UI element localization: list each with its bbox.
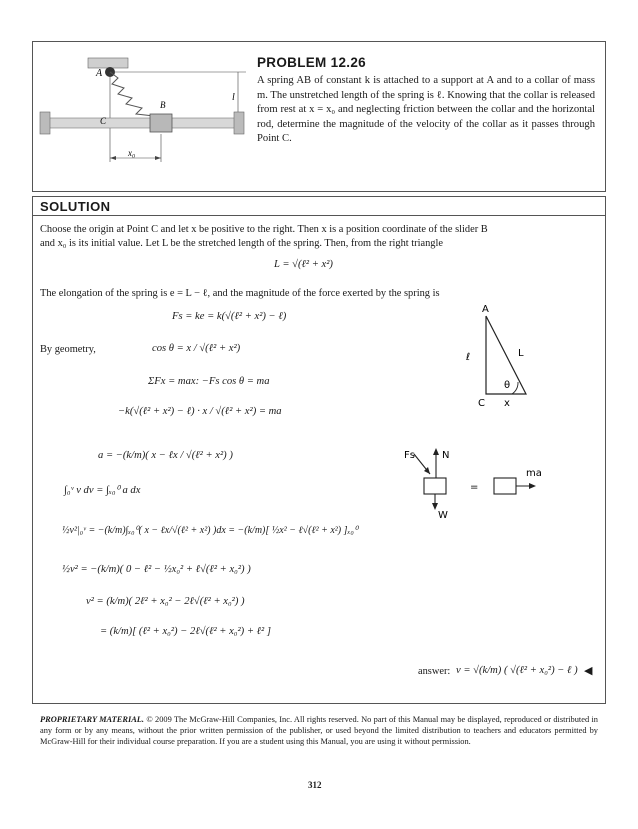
horizontal-rod (48, 118, 238, 128)
right-triangle-sketch (452, 302, 562, 422)
label-c: C (100, 116, 107, 126)
spring-ab (110, 72, 158, 120)
fbd-label-fs: Fs (404, 450, 415, 461)
tri-label-l: ℓ (466, 352, 471, 363)
answer-marker-icon: ◀ (584, 665, 593, 677)
ceiling-support (88, 58, 128, 68)
by-geometry-label: By geometry, (40, 344, 96, 355)
label-x0: x₀ (128, 148, 136, 158)
equation-substituted: −k(√(ℓ² + x²) − ℓ) · x / √(ℓ² + x²) = ma (118, 406, 282, 417)
collar-b (150, 114, 172, 132)
tri-label-x: x (504, 398, 510, 409)
copyright-footer (40, 714, 598, 747)
solution-title: SOLUTION (40, 199, 111, 214)
footer-text: © 2009 The McGraw-Hill Companies, Inc. All rights reserved. No part of this Manual may be displayed, reproduced or distributed in any form or by any means, without the prior written permission of the publisher, or used beyond the limited distribution to teachers and educators permitted by McGraw-Hill for their individual course preparation. If you are a student using this Manual, you are using it without permission. (40, 715, 598, 746)
intro-line-1: Choose the origin at Point C and let x be positive to the right. Then x is a position coordinate of the slider B (40, 224, 488, 235)
footer-lead: PROPRIETARY MATERIAL. (40, 715, 145, 724)
equation-spring-force: Fs = ke = k(√(ℓ² + x²) − ℓ) (172, 311, 287, 322)
problem-title: PROBLEM 12.26 (257, 55, 366, 70)
fbd-label-ma: ma (526, 468, 542, 479)
equation-integral: ∫₀ᵛ v dv = ∫ₓ₀⁰ a dx (64, 485, 141, 496)
equation-integration: ½v²|₀ᵛ = −(k/m)∫ₓ₀⁰( x − ℓx/√(ℓ² + x²) )dx = −(k/m)[ ½x² − ℓ√(ℓ² + x²) ]ₓ₀⁰ (62, 525, 358, 536)
label-a: A (96, 68, 103, 79)
equation-half-v-squared: ½v² = −(k/m)( 0 − ℓ² − ½x₀² + ℓ√(ℓ² + x₀²) ) (62, 564, 251, 575)
intro-line-2: and x₀ is its initial value. Let L be the stretched length of the spring. Then, from the right triangle (40, 238, 443, 249)
equation-L: L = √(ℓ² + x²) (274, 259, 333, 270)
tri-label-L: L (518, 348, 524, 359)
equation-v-squared: v² = (k/m)( 2ℓ² + x₀² − 2ℓ√(ℓ² + x₀²) ) (86, 596, 245, 607)
tri-label-theta: θ (504, 380, 511, 391)
fbd-label-w: W (438, 510, 448, 520)
page-number: 312 (308, 780, 322, 790)
fbd-label-equals: = (470, 482, 479, 493)
equation-cos-theta: cos θ = x / √(ℓ² + x²) (152, 343, 241, 354)
answer-equation: v = √(k/m) ( √(ℓ² + x₀²) − ℓ ) (456, 665, 578, 676)
equation-newton: ΣFx = max: −Fs cos θ = ma (148, 376, 270, 387)
fbd-collar (424, 478, 446, 494)
answer-label: answer: (418, 666, 451, 677)
label-b: B (160, 100, 166, 110)
equation-acceleration: a = −(k/m)( x − ℓx / √(ℓ² + x²) ) (98, 450, 233, 461)
fbd-collar-kinetic (494, 478, 516, 494)
label-l: l (232, 92, 235, 103)
angle-arc (512, 382, 518, 394)
solution-title-divider (32, 215, 606, 216)
free-body-diagram (402, 438, 552, 520)
problem-statement: A spring AB of constant k is attached to a support at A and to a collar of mass m. The unstretched length of the spring is ℓ. Knowing that the collar is released from rest at x = x₀ and neglecting friction between the collar and the horizontal rod, determine the magnitude of the velocity of the collar as it passes through Point C. (257, 75, 595, 145)
tri-label-a: A (482, 304, 489, 315)
equation-v-squared-regrouped: = (k/m)[ (ℓ² + x₀²) − 2ℓ√(ℓ² + x₀²) + ℓ² ] (100, 626, 271, 637)
fbd-label-n: N (442, 450, 450, 461)
tri-label-c: C (478, 398, 485, 409)
problem-figure (38, 50, 246, 190)
elongation-text: The elongation of the spring is e = L − ℓ, and the magnitude of the force exerted by the spring is (40, 288, 440, 299)
